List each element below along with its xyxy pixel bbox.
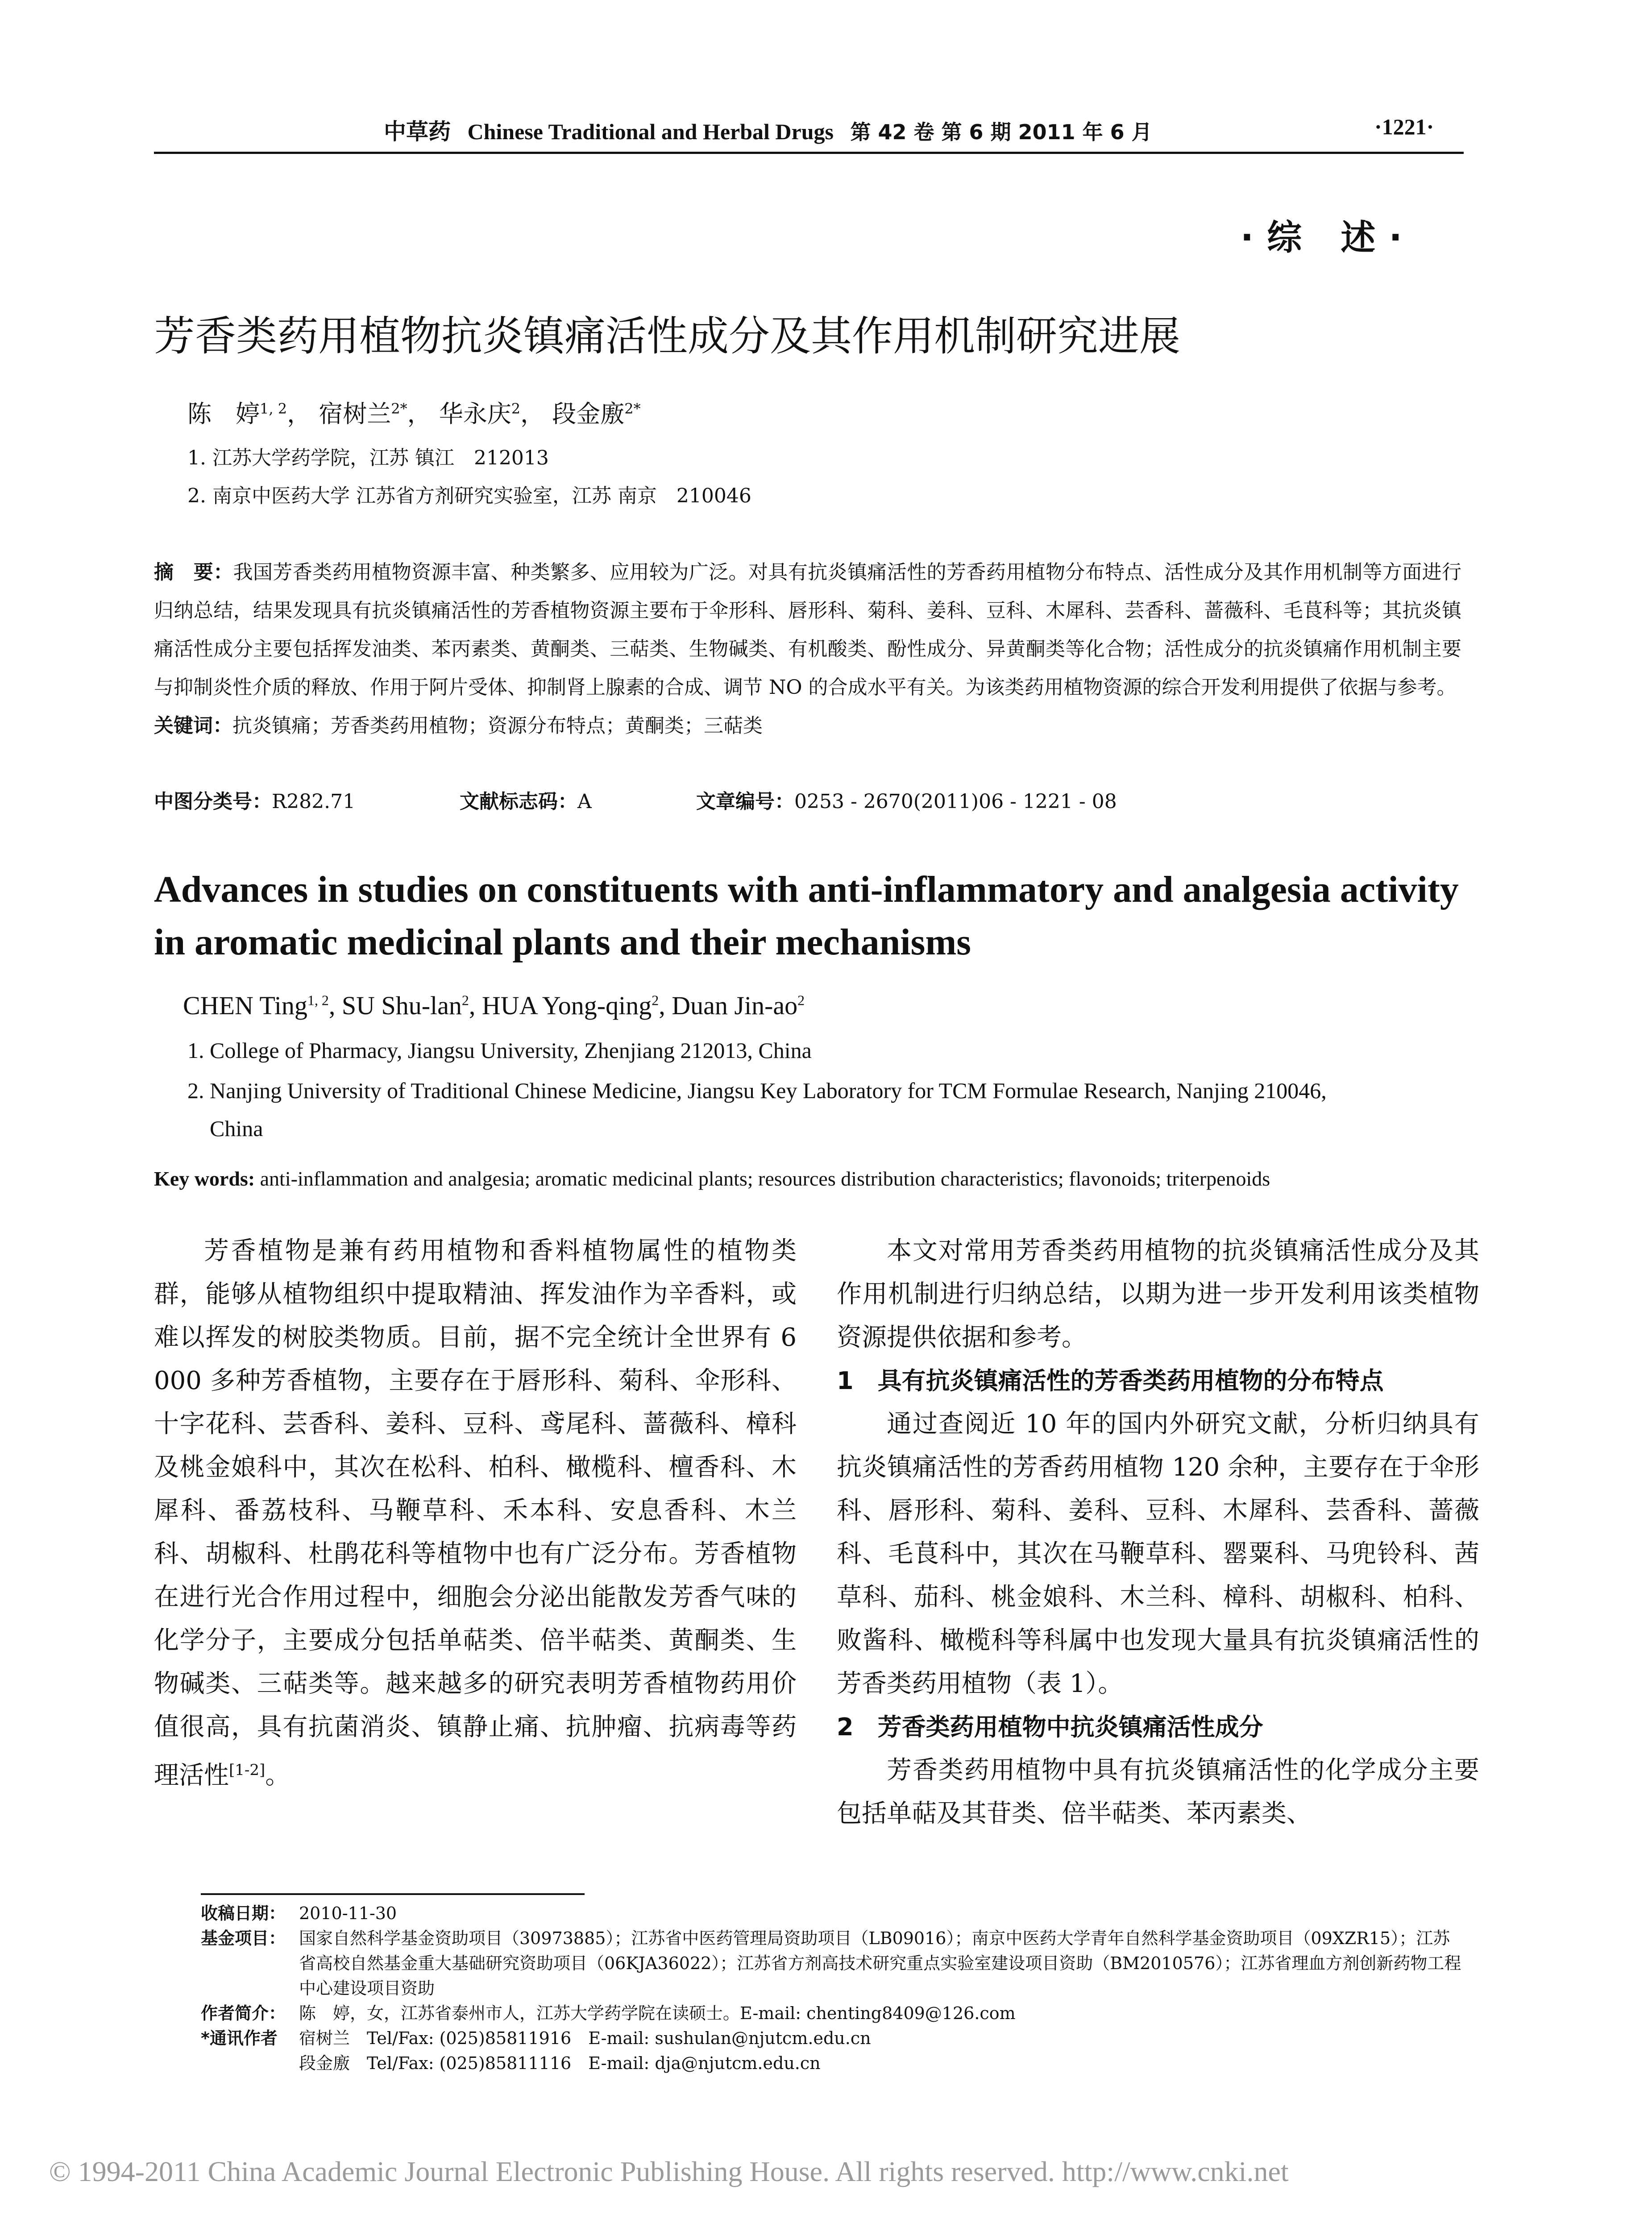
intro-text: 芳香植物是兼有药用植物和香料植物属性的植物类群，能够从植物组织中提取精油、挥发油作为辛香料，或难以挥发的树胶类物质。目前，据不完全统计全世界有 6 000 多种芳香植物，主要存在于唇形科、菊科、伞形科、十字花科、芸香科、姜科、豆科、鸢尾科、蔷薇科、樟科及桃金娘科中，其次在松科、柏科、橄榄科、檀香科、木犀科、番荔枝科、马鞭草科、禾本科、安息香科、木兰科、胡椒科、杜鹃花科等植物中也有广泛分布。芳香植物在进行光合作用过程中，细胞会分泌出能散发芳香气味的化学分子，主要成分包括单萜类、倍半萜类、黄酮类、生物碱类、三萜类等。越来越多的研究表明芳香植物药用价值很高，具有抗菌消炎、镇静止痛、抗肿瘤、抗病毒等药理活性	[154, 1236, 797, 1790]
distribution-paragraph: 通过查阅近 10 年的国内外研究文献，分析归纳具有抗炎镇痛活性的芳香药用植物 120 余种，主要存在于伞形科、唇形科、菊科、姜科、豆科、木犀科、芸香科、蔷薇科、毛茛科中，其次在马鞭草科、罂粟科、马兜铃科、茜草科、茄科、桃金娘科、木兰科、樟科、胡椒科、柏科、败酱科、橄榄科等科属中也发现大量具有抗炎镇痛活性的芳香类药用植物（表 1）。	[837, 1410, 1479, 1698]
keywords-label: 关键词：	[154, 714, 232, 737]
en-keywords-label: Key words:	[154, 1167, 255, 1190]
author-sup: 2	[797, 992, 805, 1008]
fund-label: 基金项目：	[201, 1928, 286, 1948]
corresponding-author-2	[201, 2051, 1464, 2076]
section-label: ·综 述·	[1240, 218, 1415, 258]
body-right-column	[837, 1229, 1479, 1835]
journal-issue: 第 42 卷 第 6 期 2011 年 6 月	[850, 120, 1152, 144]
received-value: 2010-11-30	[299, 1903, 397, 1923]
corr-label: *通讯作者	[201, 2028, 278, 2048]
cn-abstract	[154, 553, 1461, 745]
cn-affiliation-1: 1. 江苏大学药学院，江苏 镇江 212013	[187, 447, 549, 469]
clc-code	[154, 785, 355, 814]
author-name: SU Shu-lan	[341, 991, 462, 1020]
author-name: 陈 婷	[187, 400, 260, 428]
en-affiliation-2-cont: China	[210, 1116, 263, 1141]
author-bio-value: 陈 婷，女，江苏省泰州市人，江苏大学药学院在读硕士。E-mail: chenting8409@126.com	[299, 2003, 1016, 2023]
clc-value: R282.71	[272, 790, 356, 813]
author-name: CHEN Ting	[183, 991, 307, 1020]
article-no-label: 文章编号：	[696, 790, 794, 813]
journal-header	[384, 114, 1152, 146]
author-name: 宿树兰	[319, 400, 391, 428]
en-affiliation-2: 2. Nanjing University of Traditional Chinese Medicine, Jiangsu Key Laboratory for TCM Formulae Research, Nanjing 210046,	[187, 1078, 1327, 1103]
author-sup: 1, 2	[260, 400, 287, 417]
author-sup: 2	[652, 992, 659, 1008]
doc-code-label: 文献标志码：	[460, 790, 577, 813]
journal-name-en: Chinese Traditional and Herbal Drugs	[467, 119, 834, 144]
fund-info	[201, 1926, 1464, 2001]
constituents-paragraph: 芳香类药用植物中具有抗炎镇痛活性的化学成分主要包括单萜及其苷类、倍半萜类、苯丙素类、	[837, 1756, 1479, 1828]
abstract-label: 摘 要：	[154, 561, 233, 584]
received-label: 收稿日期：	[201, 1903, 286, 1923]
received-date	[201, 1901, 1464, 1926]
corr-1: 宿树兰 Tel/Fax: (025)85811916 E-mail: sushulan@njutcm.edu.cn	[299, 2028, 871, 2048]
footnotes	[201, 1901, 1464, 2076]
author-name: 华永庆	[439, 400, 511, 428]
cn-title: 芳香类药用植物抗炎镇痛活性成分及其作用机制研究进展	[154, 312, 1181, 360]
keywords-text: 抗炎镇痛；芳香类药用植物；资源分布特点；黄酮类；三萜类	[232, 714, 763, 737]
author-bio-label: 作者简介：	[201, 2003, 286, 2023]
cn-affiliation-2: 2. 南京中医药大学 江苏省方剂研究实验室，江苏 南京 210046	[187, 485, 751, 507]
author-name: Duan Jin-ao	[672, 991, 798, 1020]
corresponding-author	[201, 2026, 1464, 2051]
section-heading-2: 2 芳香类药用植物中抗炎镇痛活性成分	[837, 1713, 1263, 1741]
document-code	[460, 785, 592, 814]
journal-name-cn: 中草药	[384, 119, 451, 144]
article-number	[696, 785, 1117, 814]
doc-code-value: A	[577, 790, 592, 813]
intro-end: 。	[265, 1761, 291, 1790]
copyright-watermark: © 1994-2011 China Academic Journal Electronic Publishing House. All rights reserved. http://www.cnki.net	[49, 2156, 1289, 2187]
author-name: HUA Yong-qing	[481, 991, 652, 1020]
fund-value: 国家自然科学基金资助项目（30973885）；江苏省中医药管理局资助项目（LB09016）；南京中医药大学青年自然科学基金资助项目（09XZR15）；江苏省高校自然基金重大基础研究资助项目（06KJA36022）；江苏省方剂高技术研究重点实验室建设项目资助（BM2010576）；江苏省理血方剂创新药物工程中心建设项目资助	[299, 1928, 1461, 1998]
section-heading-1: 1 具有抗炎镇痛活性的芳香类药用植物的分布特点	[837, 1367, 1384, 1395]
clc-label: 中图分类号：	[154, 790, 272, 813]
en-authors: CHEN Ting$^{1, 2}$, SU Shu-lan$^2$, HUA Yong-qing$^2$, Duan Jin-$ao^2$	[183, 991, 805, 1020]
en-keywords-text: anti-inflammation and analgesia; aromatic medicinal plants; resources distribution characteristics; flavonoids; triterpenoids	[260, 1167, 1270, 1190]
corr-2: 段金廒 Tel/Fax: (025)85811116 E-mail: dja@njutcm.edu.cn	[299, 2053, 821, 2073]
author-bio	[201, 2001, 1464, 2026]
en-keywords	[154, 1167, 1270, 1190]
author-sup: 2*	[624, 400, 641, 417]
cn-authors: 陈 婷$^{1, 2}$， 宿树兰$^{2*}$， 华永庆$^2$， 段金廒$^{2*}$	[187, 400, 641, 428]
page-number: ·1221·	[1374, 114, 1434, 139]
scope-paragraph: 本文对常用芳香类药用植物的抗炎镇痛活性成分及其作用机制进行归纳总结，以期为进一步开发利用该类植物资源提供依据和参考。	[837, 1236, 1479, 1352]
author-sup: 2	[511, 400, 521, 417]
footnote-rule	[201, 1893, 585, 1895]
en-title: Advances in studies on constituents with anti-inflammatory and analgesia activity in aromatic medicinal plants and their mechanisms	[154, 869, 1459, 963]
body-left-column	[154, 1229, 797, 1797]
en-affiliation-1: 1. College of Pharmacy, Jiangsu University, Zhenjiang 212013, China	[187, 1038, 812, 1063]
intro-paragraph	[154, 1229, 797, 1797]
author-sup: 1, 2	[307, 992, 329, 1008]
header-rule	[154, 152, 1464, 154]
article-no-value: 0253 - 2670(2011)06 - 1221 - 08	[794, 790, 1117, 813]
abstract-text: 我国芳香类药用植物资源丰富、种类繁多、应用较为广泛。对具有抗炎镇痛活性的芳香药用植物分布特点、活性成分及其作用机制等方面进行归纳总结，结果发现具有抗炎镇痛活性的芳香植物资源主要布于伞形科、唇形科、菊科、姜科、豆科、木犀科、芸香科、蔷薇科、毛茛科等；其抗炎镇痛活性成分主要包括挥发油类、苯丙素类、黄酮类、三萜类、生物碱类、有机酸类、酚性成分、异黄酮类等化合物；活性成分的抗炎镇痛作用机制主要与抑制炎性介质的释放、作用于阿片受体、抑制肾上腺素的合成、调节 NO 的合成水平有关。为该类药用植物资源的综合开发利用提供了依据与参考。	[154, 561, 1462, 699]
author-name: 段金廒	[552, 400, 625, 428]
citation: [1-2]	[229, 1761, 266, 1779]
author-sup: 2*	[391, 400, 407, 417]
author-sup: 2	[461, 992, 469, 1008]
